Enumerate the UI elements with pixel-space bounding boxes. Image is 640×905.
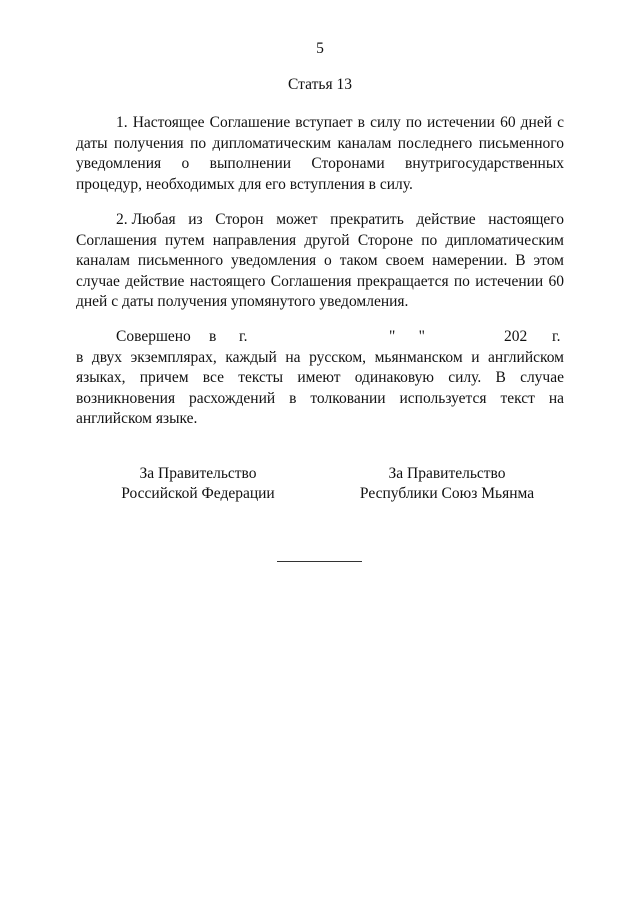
paragraph-2 — [76, 210, 564, 313]
done-in: в — [209, 328, 217, 345]
signature-myanmar — [327, 464, 567, 504]
signature-russia-line1: За Правительство — [139, 465, 257, 482]
done-text: в двух экземплярах, каждый на русском, мьянманском и английском языках, причем все тексты имеют одинаковую силу. В случае возникновения расхождений в толковании используется текст на английском языке. — [76, 348, 564, 427]
paragraph-2-number: 2. — [116, 211, 128, 228]
signature-russia-line2: Российской Федерации — [121, 485, 275, 502]
paragraph-1-number: 1. — [116, 114, 128, 131]
article-title: Статья 13 — [288, 76, 352, 93]
done-date-quotes: " " — [389, 328, 425, 345]
done-city-abbr: г. — [239, 328, 248, 345]
done-prefix: Совершено — [116, 328, 191, 345]
done-year: 202 — [504, 328, 528, 345]
signature-myanmar-line1: За Правительство — [388, 465, 506, 482]
signature-myanmar-line2: Республики Союз Мьянма — [359, 485, 535, 502]
end-divider — [277, 561, 362, 562]
done-year-abbr: г. — [552, 328, 561, 345]
paragraph-1 — [76, 113, 564, 195]
signature-russia — [78, 464, 318, 504]
page-number: 5 — [316, 40, 324, 57]
done-first-line — [76, 327, 564, 348]
paragraph-1-text: Настоящее Соглашение вступает в силу по истечении 60 дней с даты получения по дипломатическим каналам последнего письменного уведомления о выполнении Сторонами внутригосударственных процедур, необходимых для его вступления в силу. — [76, 114, 565, 193]
done-clause — [76, 327, 564, 430]
paragraph-2-text: Любая из Сторон может прекратить действие настоящего Соглашения путем направления другой Стороне по дипломатическим каналам письменного уведомления о таком своем намерении. В этом случае действие настоящего Соглашения прекращается по истечении 60 дней с даты получения упомянутого уведомления. — [76, 211, 564, 310]
